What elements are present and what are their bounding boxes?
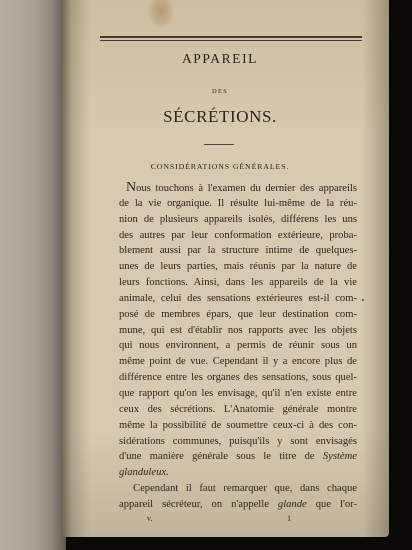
text-line [119, 243, 357, 259]
chapter-title-connector: DES [212, 88, 228, 95]
text-segment: de la vie organique. Il résulte lui-même de la réu- [119, 197, 357, 209]
signature-number: 1 [287, 514, 291, 523]
title-rule [204, 144, 234, 145]
text-line [119, 228, 357, 244]
chapter-title: APPAREIL [181, 51, 259, 66]
text-line [119, 180, 357, 196]
text-segment: que l'or- [315, 498, 357, 510]
text-segment: posé de membres épars, que leur destination com- [119, 308, 357, 320]
body-text [119, 180, 357, 513]
text-segment: leurs fonctions. Ainsi, dans les appareils de la vie [119, 277, 357, 289]
text-line [119, 323, 357, 339]
text-segment: unes de leurs parties, mais réunis par la nature de [119, 261, 357, 273]
text-line [119, 212, 357, 228]
text-segment: ceux des sécrétions. L'Anatomie générale montre [119, 403, 357, 415]
text-line [119, 497, 357, 513]
text-line [119, 370, 357, 386]
text-segment: différence entre les organes des sensations, sous quel- [119, 372, 357, 384]
text-segment: animale, celui des sensations extérieures est-il com- [119, 292, 357, 304]
header-double-rule [100, 36, 362, 41]
italic-term: glanduleux. [119, 467, 169, 479]
text-line [119, 434, 357, 450]
text-segment: des autres par leur conformation extérieure, proba- [119, 229, 357, 241]
text-line [119, 275, 357, 291]
text-segment: mune, qui est d'établir nos rapports avec les objets [119, 324, 357, 336]
italic-term: Système [322, 451, 357, 463]
text-segment: sidérations communes, puisqu'ils y sont envisagés [119, 435, 357, 447]
text-line [119, 196, 357, 212]
text-line [119, 449, 357, 465]
text-line [119, 465, 357, 481]
book-page [62, 0, 389, 537]
text-segment: même point de vue. Cependant il y a encore plus de [119, 356, 357, 368]
text-line [119, 338, 357, 354]
text-line [119, 259, 357, 275]
text-line [119, 386, 357, 402]
text-line [119, 402, 357, 418]
text-segment: nion de plusieurs appareils isolés, différens les uns [119, 213, 357, 225]
text-segment: même la possibilité de soumettre ceux-ci à des con- [119, 419, 357, 431]
paper-stain [148, 0, 174, 28]
chapter-subject: SÉCRÉTIONS. [163, 107, 277, 126]
text-line [119, 418, 357, 434]
text-line [119, 354, 357, 370]
ink-speck [362, 299, 364, 301]
text-line [119, 481, 357, 497]
text-segment: d'une manière générale sous le titre de [119, 451, 315, 463]
signature-mark: v. [147, 514, 153, 523]
text-line [119, 307, 357, 323]
text-segment: appareil sécréteur, on n'appelle [119, 498, 269, 510]
section-heading: CONSIDÉRATIONS GÉNÉRALES. [150, 162, 290, 171]
text-segment: que rapport qu'on les envisage, qu'il n'en existe entre [119, 387, 357, 399]
text-segment: blement aussi par la structure intime de quelques- [119, 245, 357, 257]
text-segment: Cependant il faut remarquer que, dans chaque [133, 483, 357, 495]
italic-term: glande [277, 498, 307, 510]
text-segment: qui nous environnent, a permis de réunir sous un [119, 340, 357, 352]
text-line [119, 291, 357, 307]
facing-page [0, 0, 66, 550]
text-segment: Nous touchons à l'examen du dernier des appareils [126, 180, 357, 195]
